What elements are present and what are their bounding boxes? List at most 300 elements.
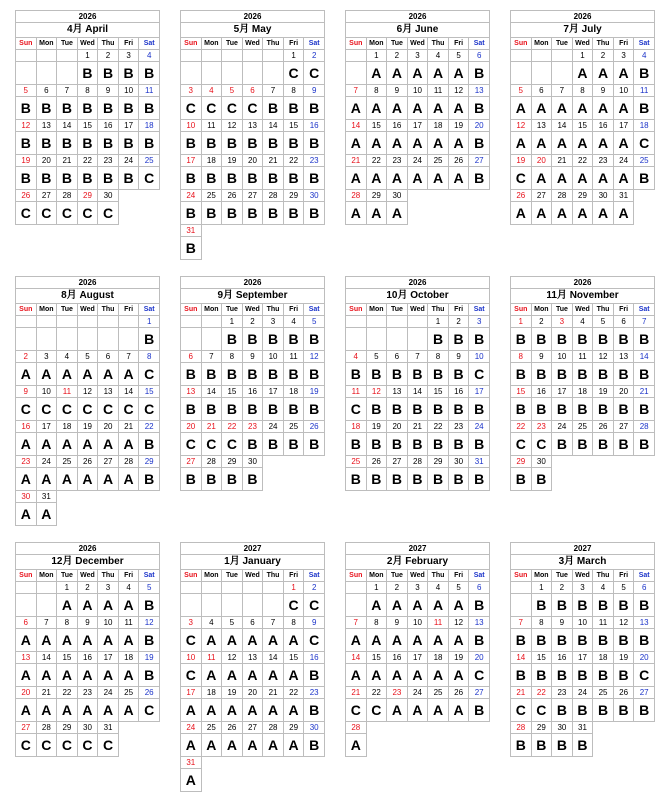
day-number: 21 (511, 687, 532, 699)
day-number: 31 (572, 722, 593, 734)
day-number: 14 (201, 386, 222, 398)
day-number: 17 (181, 687, 202, 699)
day-number: 27 (387, 456, 408, 468)
shift-code: A (77, 594, 98, 617)
day-number: 9 (387, 85, 408, 97)
day-number: 20 (242, 687, 263, 699)
weekday-header: Sun (181, 38, 202, 50)
day-number: 4 (634, 50, 655, 62)
day-number: 11 (634, 85, 655, 97)
shift-code: B (283, 167, 304, 190)
day-number: 17 (552, 386, 573, 398)
day-number: 4 (201, 617, 222, 629)
weekday-header: Fri (118, 38, 139, 50)
day-number: 14 (118, 386, 139, 398)
shift-code: A (57, 629, 78, 652)
day-number: 1 (283, 50, 304, 62)
weekday-header: Sat (304, 304, 325, 316)
shift-code: B (531, 328, 552, 351)
empty-cell (201, 769, 324, 792)
day-number: 25 (572, 421, 593, 433)
shift-code: B (387, 468, 408, 491)
day-number: 23 (387, 155, 408, 167)
shift-code: B (36, 97, 57, 120)
day-number: 20 (469, 120, 490, 132)
shift-code: A (118, 699, 139, 722)
shift-code: B (139, 328, 160, 351)
weekday-header: Sun (346, 304, 367, 316)
day-number: 29 (531, 722, 552, 734)
day-number: 27 (242, 190, 263, 202)
day-number: 25 (428, 687, 449, 699)
shift-code: B (552, 699, 573, 722)
shift-code: C (511, 699, 532, 722)
shift-code: B (139, 664, 160, 687)
shift-code: B (36, 132, 57, 155)
shift-code: A (98, 664, 119, 687)
shift-code: B (634, 328, 655, 351)
day-number: 2 (304, 582, 325, 594)
shift-code: A (57, 468, 78, 491)
shift-code: A (428, 594, 449, 617)
year-label: 2026 (511, 277, 655, 289)
shift-code: A (98, 468, 119, 491)
day-number: 21 (36, 687, 57, 699)
shift-code: A (36, 629, 57, 652)
day-number: 15 (139, 386, 160, 398)
shift-code: B (57, 132, 78, 155)
shift-code: B (304, 699, 325, 722)
day-number: 24 (98, 687, 119, 699)
month-title: 11月 November (511, 289, 655, 304)
day-number: 11 (346, 386, 367, 398)
month-table (180, 542, 325, 792)
shift-code: B (511, 468, 532, 491)
day-number: 2 (448, 316, 469, 328)
day-number: 26 (222, 722, 243, 734)
shift-code: A (511, 97, 532, 120)
empty-cell (511, 582, 532, 594)
day-number: 12 (448, 85, 469, 97)
shift-code: B (201, 167, 222, 190)
shift-code: A (57, 363, 78, 386)
shift-code: B (469, 699, 490, 722)
weekday-header: Sun (346, 570, 367, 582)
day-number: 20 (16, 687, 37, 699)
day-number: 7 (407, 351, 428, 363)
day-number: 18 (634, 120, 655, 132)
day-number: 1 (283, 582, 304, 594)
shift-code: B (263, 132, 284, 155)
day-number: 28 (118, 456, 139, 468)
weekday-header: Mon (366, 38, 387, 50)
shift-code: A (77, 363, 98, 386)
shift-code: B (263, 398, 284, 421)
day-number: 26 (366, 456, 387, 468)
day-number: 25 (346, 456, 367, 468)
shift-code: A (366, 132, 387, 155)
weekday-header: Tue (57, 38, 78, 50)
shift-code: B (181, 132, 202, 155)
month-calendar (180, 542, 325, 792)
shift-code: A (428, 132, 449, 155)
empty-cell (242, 582, 263, 594)
day-number: 3 (469, 316, 490, 328)
shift-code: A (366, 594, 387, 617)
empty-cell (57, 62, 78, 85)
weekday-header: Tue (552, 570, 573, 582)
month-calendar (180, 276, 325, 491)
shift-code: B (77, 97, 98, 120)
shift-code: A (613, 202, 634, 225)
shift-code: C (16, 734, 37, 757)
shift-code: B (634, 699, 655, 722)
shift-code: A (572, 202, 593, 225)
shift-code: A (222, 629, 243, 652)
day-number: 5 (16, 85, 37, 97)
shift-code: C (283, 594, 304, 617)
shift-code: C (118, 398, 139, 421)
shift-code: A (181, 769, 202, 792)
day-number: 29 (283, 190, 304, 202)
weekday-header: Thu (593, 304, 614, 316)
day-number: 13 (242, 120, 263, 132)
day-number: 16 (16, 421, 37, 433)
day-number: 2 (304, 50, 325, 62)
day-number: 27 (634, 687, 655, 699)
day-number: 8 (366, 617, 387, 629)
day-number: 29 (222, 456, 243, 468)
weekday-header: Sun (511, 38, 532, 50)
month-table (345, 276, 490, 491)
shift-code: A (448, 699, 469, 722)
weekday-header: Mon (531, 304, 552, 316)
shift-code: B (201, 468, 222, 491)
day-number: 21 (346, 155, 367, 167)
day-number: 2 (387, 50, 408, 62)
shift-code: B (634, 433, 655, 456)
shift-code: A (428, 629, 449, 652)
shift-code: B (552, 328, 573, 351)
shift-code: A (57, 594, 78, 617)
day-number: 9 (552, 617, 573, 629)
day-number: 7 (36, 617, 57, 629)
shift-code: B (222, 167, 243, 190)
day-number: 18 (201, 687, 222, 699)
shift-code: C (36, 734, 57, 757)
shift-code: C (77, 734, 98, 757)
empty-cell (552, 456, 655, 468)
shift-code: A (407, 664, 428, 687)
shift-code: B (634, 167, 655, 190)
day-number: 15 (428, 386, 449, 398)
day-number: 28 (36, 722, 57, 734)
shift-code: C (201, 97, 222, 120)
shift-code: B (346, 468, 367, 491)
empty-cell (77, 316, 98, 328)
shift-code: A (552, 132, 573, 155)
weekday-header: Thu (428, 38, 449, 50)
day-number: 10 (36, 386, 57, 398)
empty-cell (407, 202, 489, 225)
day-number: 17 (118, 120, 139, 132)
empty-cell (16, 62, 37, 85)
empty-cell (36, 50, 57, 62)
shift-code: B (428, 398, 449, 421)
day-number: 18 (201, 155, 222, 167)
shift-code: B (242, 433, 263, 456)
weekday-header: Sat (469, 38, 490, 50)
shift-code: A (181, 734, 202, 757)
shift-code: A (222, 734, 243, 757)
day-number: 2 (531, 316, 552, 328)
weekday-header: Wed (242, 38, 263, 50)
day-number: 21 (201, 421, 222, 433)
day-number: 4 (57, 351, 78, 363)
shift-code: C (366, 699, 387, 722)
shift-code: B (552, 398, 573, 421)
day-number: 30 (98, 190, 119, 202)
shift-code: A (593, 202, 614, 225)
shift-code: B (531, 398, 552, 421)
shift-code: B (613, 629, 634, 652)
shift-code: A (428, 97, 449, 120)
shift-code: A (613, 132, 634, 155)
shift-code: B (366, 433, 387, 456)
empty-cell (242, 62, 263, 85)
day-number: 12 (304, 351, 325, 363)
empty-cell (222, 594, 243, 617)
shift-code: B (511, 328, 532, 351)
weekday-header: Tue (552, 304, 573, 316)
weekday-header: Mon (201, 38, 222, 50)
day-number: 22 (572, 155, 593, 167)
day-number: 14 (263, 652, 284, 664)
empty-cell (407, 316, 428, 328)
year-label: 2026 (346, 11, 490, 23)
shift-code: B (346, 363, 367, 386)
day-number: 25 (201, 722, 222, 734)
day-number: 1 (572, 50, 593, 62)
day-number: 2 (77, 582, 98, 594)
shift-code: A (118, 664, 139, 687)
shift-code: A (346, 97, 367, 120)
day-number: 16 (304, 120, 325, 132)
day-number: 9 (304, 617, 325, 629)
empty-cell (222, 50, 243, 62)
shift-code: B (634, 594, 655, 617)
day-number: 21 (118, 421, 139, 433)
shift-code: A (448, 664, 469, 687)
day-number: 8 (511, 351, 532, 363)
day-number: 13 (613, 351, 634, 363)
shift-code: A (407, 594, 428, 617)
day-number: 18 (139, 120, 160, 132)
day-number: 18 (346, 421, 367, 433)
day-number: 22 (57, 687, 78, 699)
day-number: 22 (366, 687, 387, 699)
shift-code: B (201, 202, 222, 225)
day-number: 3 (118, 50, 139, 62)
day-number: 13 (16, 652, 37, 664)
weekday-header: Tue (222, 570, 243, 582)
day-number: 6 (634, 582, 655, 594)
month-title: 2月 February (346, 555, 490, 570)
day-number: 30 (77, 722, 98, 734)
weekday-header: Wed (77, 38, 98, 50)
day-number: 28 (346, 722, 367, 734)
empty-cell (181, 62, 202, 85)
day-number: 9 (77, 617, 98, 629)
day-number: 11 (428, 617, 449, 629)
day-number: 27 (16, 722, 37, 734)
day-number: 9 (531, 351, 552, 363)
shift-code: A (77, 629, 98, 652)
shift-code: B (16, 167, 37, 190)
weekday-header: Thu (263, 304, 284, 316)
weekday-header: Sun (16, 38, 37, 50)
day-number: 22 (139, 421, 160, 433)
year-label: 2027 (511, 543, 655, 555)
shift-code: B (552, 363, 573, 386)
day-number: 8 (366, 85, 387, 97)
day-number: 18 (428, 652, 449, 664)
shift-code: A (16, 363, 37, 386)
shift-code: B (552, 629, 573, 652)
shift-code: A (366, 202, 387, 225)
day-number: 21 (407, 421, 428, 433)
empty-cell (263, 62, 284, 85)
day-number: 22 (283, 687, 304, 699)
shift-code: C (304, 594, 325, 617)
shift-code: B (572, 594, 593, 617)
day-number: 22 (531, 687, 552, 699)
day-number: 13 (469, 617, 490, 629)
month-title: 8月 August (16, 289, 160, 304)
shift-code: C (242, 97, 263, 120)
day-number: 5 (77, 351, 98, 363)
shift-code: A (407, 97, 428, 120)
empty-cell (36, 316, 57, 328)
empty-cell (511, 62, 532, 85)
weekday-header: Thu (263, 38, 284, 50)
day-number: 20 (98, 421, 119, 433)
day-number: 15 (531, 652, 552, 664)
month-calendar (15, 10, 160, 225)
day-number: 30 (593, 190, 614, 202)
shift-code: C (139, 167, 160, 190)
shift-code: B (469, 594, 490, 617)
day-number: 4 (593, 582, 614, 594)
weekday-header: Sun (181, 570, 202, 582)
day-number: 7 (263, 85, 284, 97)
shift-code: B (222, 202, 243, 225)
weekday-header: Tue (57, 570, 78, 582)
shift-code: B (469, 62, 490, 85)
day-number: 1 (222, 316, 243, 328)
day-number: 14 (552, 120, 573, 132)
day-number: 10 (552, 351, 573, 363)
day-number: 26 (139, 687, 160, 699)
day-number: 3 (572, 582, 593, 594)
day-number: 19 (222, 687, 243, 699)
shift-code: A (448, 97, 469, 120)
day-number: 6 (613, 316, 634, 328)
empty-cell (181, 316, 202, 328)
shift-code: B (634, 97, 655, 120)
day-number: 17 (407, 120, 428, 132)
day-number: 10 (98, 617, 119, 629)
day-number: 6 (16, 617, 37, 629)
shift-code: B (366, 468, 387, 491)
day-number: 26 (222, 190, 243, 202)
day-number: 11 (428, 85, 449, 97)
shift-code: A (593, 167, 614, 190)
shift-code: C (634, 664, 655, 687)
day-number: 24 (36, 456, 57, 468)
weekday-header: Wed (407, 570, 428, 582)
shift-code: B (552, 664, 573, 687)
day-number: 7 (511, 617, 532, 629)
shift-code: B (387, 398, 408, 421)
day-number: 13 (242, 652, 263, 664)
day-number: 31 (36, 491, 57, 503)
shift-code: B (511, 398, 532, 421)
day-number: 9 (448, 351, 469, 363)
shift-code: B (77, 62, 98, 85)
month-table (510, 276, 655, 491)
empty-cell (407, 328, 428, 351)
day-number: 4 (283, 316, 304, 328)
shift-code: A (613, 167, 634, 190)
shift-code: B (613, 433, 634, 456)
day-number: 4 (139, 50, 160, 62)
empty-cell (387, 316, 408, 328)
day-number: 17 (98, 652, 119, 664)
day-number: 6 (181, 351, 202, 363)
shift-code: B (613, 594, 634, 617)
empty-cell (16, 316, 37, 328)
shift-code: B (283, 398, 304, 421)
day-number: 30 (552, 722, 573, 734)
shift-code: B (283, 433, 304, 456)
shift-code: A (387, 629, 408, 652)
shift-code: B (77, 132, 98, 155)
shift-code: B (181, 237, 202, 260)
shift-code: B (283, 363, 304, 386)
day-number: 24 (613, 155, 634, 167)
shift-code: B (366, 363, 387, 386)
weekday-header: Sat (634, 304, 655, 316)
day-number: 3 (98, 582, 119, 594)
day-number: 27 (469, 155, 490, 167)
weekday-header: Sat (304, 570, 325, 582)
day-number: 8 (222, 351, 243, 363)
shift-code: B (222, 328, 243, 351)
day-number: 28 (57, 190, 78, 202)
shift-code: B (263, 433, 284, 456)
day-number: 24 (469, 421, 490, 433)
shift-code: C (634, 132, 655, 155)
weekday-header: Fri (613, 570, 634, 582)
day-number: 3 (407, 582, 428, 594)
day-number: 31 (181, 225, 202, 237)
day-number: 10 (181, 120, 202, 132)
day-number: 10 (469, 351, 490, 363)
empty-cell (263, 582, 284, 594)
shift-code: B (428, 468, 449, 491)
weekday-header: Mon (366, 570, 387, 582)
